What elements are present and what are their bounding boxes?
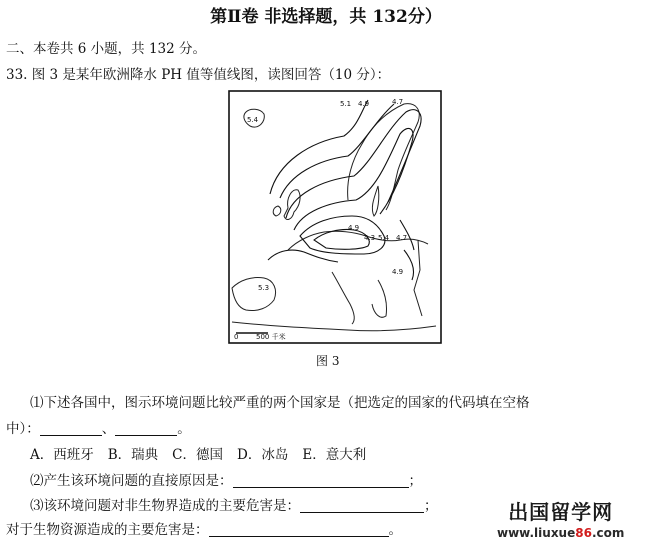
map-label: 4.7 — [392, 98, 404, 106]
map-label: 4.9 — [348, 224, 360, 232]
q3-text: ⑶该环境问题对非生物界造成的主要危害是： — [30, 498, 300, 514]
map-label: 5.1 — [340, 100, 352, 108]
q3-line — [30, 494, 438, 514]
q1-separator: 、 — [101, 421, 116, 437]
q3-blank[interactable] — [300, 498, 424, 513]
map-label: 5.3 — [258, 284, 270, 292]
map-label: 5.4 — [378, 234, 390, 242]
watermark-url-suffix: .com — [591, 526, 625, 540]
map-label: 4.7 — [396, 234, 408, 242]
watermark-url — [497, 526, 624, 540]
q4-end: 。 — [388, 522, 402, 538]
watermark-title: 出国留学网 — [508, 500, 614, 524]
q1-blank-1[interactable] — [40, 421, 102, 436]
map-label: 4.9 — [392, 268, 404, 276]
q1-line1: ⑴下述各国中，图示环境问题比较严重的两个国家是（把选定的国家的代码填在空格 — [30, 395, 530, 411]
q4-text: 对于生物资源造成的主要危害是： — [6, 522, 209, 538]
q4-blank[interactable] — [209, 522, 389, 537]
option-d: D．冰岛 — [237, 447, 289, 463]
option-c: C．德国 — [172, 447, 224, 463]
question-stem: 33. 图 3 是某年欧洲降水 PH 值等值线图，读图回答（10 分）： — [6, 67, 391, 83]
q4-line — [6, 518, 402, 538]
q1-prefix: 中）： — [6, 421, 40, 437]
options-row — [30, 443, 366, 463]
option-e: E．意大利 — [302, 447, 367, 463]
scale-label: 500 千米 — [256, 333, 286, 341]
section-intro: 二、本卷共 6 小题，共 132 分。 — [6, 41, 207, 57]
watermark-url-prefix: www.liuxue — [497, 526, 576, 540]
q2-end: ； — [408, 473, 422, 489]
figure-caption: 图 3 — [316, 354, 340, 368]
watermark-url-highlight: 86 — [575, 526, 592, 540]
q2-blank[interactable] — [233, 473, 409, 488]
q1-end: 。 — [177, 421, 191, 437]
scale-zero: 0 — [234, 333, 239, 341]
page-title: 第Ⅱ卷 非选择题，共 132分） — [210, 7, 442, 27]
q3-end: ； — [424, 498, 438, 514]
europe-ph-map — [228, 90, 442, 344]
map-label: 4.9 — [358, 100, 370, 108]
q2-line — [30, 469, 422, 489]
q1-blank-2[interactable] — [115, 421, 177, 436]
map-svg — [228, 90, 442, 344]
map-label: 5.4 — [247, 116, 259, 124]
option-b: B．瑞典 — [107, 447, 159, 463]
option-a: A．西班牙 — [30, 447, 94, 463]
watermark — [497, 496, 624, 540]
q1-line2 — [6, 417, 191, 437]
map-label: 4.3 — [364, 234, 376, 242]
q2-text: ⑵产生该环境问题的直接原因是： — [30, 473, 233, 489]
